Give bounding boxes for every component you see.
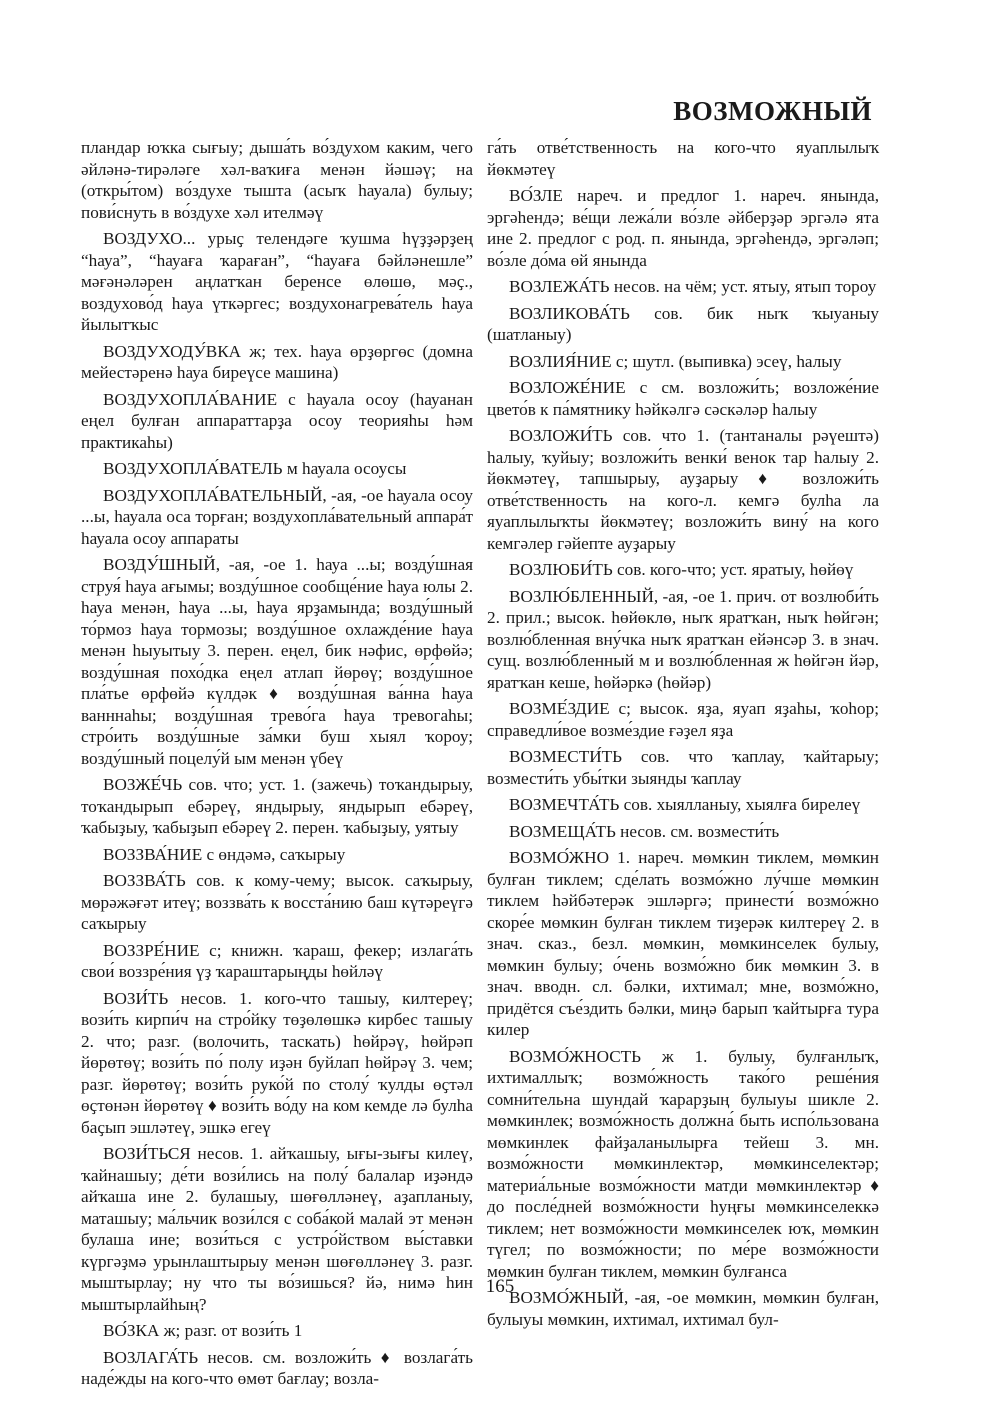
- running-head: ВОЗМОЖНЫЙ: [673, 96, 872, 126]
- dictionary-entry: ВО́ЗКА ж; разг. от вози́ть 1: [103, 1321, 303, 1340]
- dictionary-entry: ВОЗЛИЯ́НИЕ с; шутл. (выпивка) эсеү, һалыу: [509, 351, 842, 371]
- dictionary-entry: ВОЗМО́ЖНЫЙ, -ая, -ое мөмкин, мөмкин булған, булыуы мөмкин, ихтимал, ихтимал бул-: [487, 1288, 879, 1329]
- dictionary-entry: ВОЗДУ́ШНЫЙ, -ая, -ое 1. һауа ...ы; возду́шная струя́ һауа ағымы; возду́шное сообще́ние һауа юлы 2. һауа менән, һауа ...ы, һауа ярҙамында; возду́шный то́рмоз һауа тормозы; возду́шное охлажде́ние һауа менән һыуытыу 3. перен. еңел, бик нәфис, өрфөйә; возду́шная похо́дка еңел атлап йөрөү; возду́шное пла́тье өрфөйә күлдәк ♦ возду́шная ва́нна һауа ванннаһы; возду́шная трево́га һауа тревогаһы; стро́ить возду́шные за́мки буш хыял ҡороу; возду́шный поцелу́й ым менән үбеү: [81, 555, 473, 768]
- dictionary-entry: ВОЗМЕЩА́ТЬ несов. см. возмести́ть: [509, 821, 780, 841]
- dictionary-entry: ВОЗЗРЕ́НИЕ с; книжн. ҡараш, фекер; излага́ть свои́ воззре́ния үҙ ҡараштарыңды һөйләү: [81, 940, 473, 981]
- dictionary-entry: ВОЗЖЕ́ЧЬ сов. что; уст. 1. (зажечь) тоҡандырыу, тоҡандырып ебәреү, яндырыу, яндырып ебәреү, ҡабыҙыу, ҡабыҙып ебәреү 2. перен. ҡабыҙыу, уятыу: [81, 775, 473, 837]
- dictionary-entry: ВОЗЛЕЖА́ТЬ несов. на чём; уст. ятыу, ятып тороу: [509, 277, 877, 296]
- dictionary-entry: ВОЗДУХОПЛА́ВАТЕЛЬ м һауала осоусы: [103, 459, 407, 478]
- dictionary-entry: ВОЗЛОЖИ́ТЬ сов. что 1. (тантаналы рәүештә) һалыу, ҡуйыу; возложи́ть венки́ венок тар һалыу 2. йөкмәтеү, тапшырыу, ауҙарыу ♦ возложи́ть отве́тственность на кого-л. кемгә булһа ла яуаплылыҡты йөкмәтеү; возложи́ть вину́ на кого кемгәлер гәйепте ауҙарыу: [487, 426, 879, 553]
- dictionary-entry: ВОЗЗВА́ТЬ сов. к кому-чему; высок. саҡырыу, мөрәжәғәт итеү; воззва́ть к восста́нию баш күтәреүгә саҡырыу: [81, 871, 473, 933]
- dictionary-entry: ВОЗДУХО... урыҫ телендәге ҡушма һүҙҙәрҙең “һауа”, “һауаға ҡараған”, “һауаға бәйләнешле” мәғәнәләрен аңлатҡан беренсе өлөшө, мәҫ., воздухово́д һауа үткәргес; воздухонагрева́тель һауа йылытҡыс: [81, 229, 473, 334]
- dictionary-entry: ВО́ЗЛЕ нареч. и предлог 1. нареч. янында, эргәһендә; ве́щи лежа́ли во́зле әйберҙәр эргәлә ята ине 2. предлог с род. п. янында, эргәһендә, эргәләп; во́зле до́ма өй янында: [487, 186, 879, 270]
- dictionary-entry: ВОЗИ́ТЬ несов. 1. кого-что ташыу, килтереү; вози́ть кирпи́ч на стро́йку төҙөлөшкә кирбес ташыу 2. что; разг. (волочить, таскать) һөйрәү, һөйрәп йөрөтөү; вози́ть по́ полу иҙән буйлап һөйрәү 3. чем; разг. йөрөтөү; вози́ть руко́й по столу́ ҡулды өҫтәл өҫтөнән йөрөтөү ♦ вози́ть во́ду на ком кемде лә булһа баҫып эшләтеү, эшкә егеү: [81, 988, 473, 1137]
- right-column: [487, 137, 879, 1335]
- dictionary-entry: ВОЗЛЮБИ́ТЬ сов. кого-что; уст. яратыу, һөйөү: [509, 560, 854, 579]
- dictionary-entry: ВОЗЛАГА́ТЬ несов. см. возложи́ть ♦ возлага́ть наде́жды на кого-что өмөт бағлау; возла-: [81, 1347, 473, 1388]
- dictionary-entry: ВОЗМЕ́ЗДИЕ с; высок. яҙа, яуап яҙаһы, ҡоһор; справедли́вое возме́здие ғәҙел яҙа: [487, 699, 879, 740]
- dictionary-entry: ВОЗДУХОПЛА́ВАНИЕ с һауала осоу (һауанан еңел булған аппараттарҙа осоу теорияһы һәм практикаһы): [81, 389, 473, 452]
- page-number: 165: [485, 1276, 515, 1297]
- dictionary-entry: пландар юҡка сығыу; дыша́ть во́здухом каким, чего әйләнә-тирәләге хәл-ваҡиға менән йәшәү; на (откры́том) во́здухе тышта (асыҡ һауала) булыу; пови́снуть в во́здухе хәл ителмәү: [81, 138, 473, 222]
- dictionary-entry: ВОЗМЕСТИ́ТЬ сов. что ҡаплау, ҡайтарыу; возмести́ть убы́тки зыянды ҡаплау: [487, 747, 879, 788]
- dictionary-entry: ВОЗЛИКОВА́ТЬ сов. бик ныҡ ҡыуаныу (шатланыу): [487, 303, 879, 344]
- left-column: [81, 137, 473, 1395]
- dictionary-entry: ВОЗИ́ТЬСЯ несов. 1. айҡашыу, ығы-зығы килеү, ҡайнашыу; де́ти вози́лись на полу́ балалар иҙәндә айҡаша ине 2. булашыу, шөғөлләнеү, аҙапланыу, маташыу; ма́льчик вози́лся с соба́кой малай эт менән булаша ине; вози́ться с устро́йством вы́ставки күргәҙмә урынлаштырыу менән шөғөлләнеү 3. разг. мыштырлау; ну что ты во́зишься? йә, нимә һин мыштырлайһың?: [81, 1144, 473, 1314]
- dictionary-entry: га́ть отве́тственность на кого-что яуаплылыҡ йөкмәтеү: [487, 138, 879, 179]
- dictionary-entry: ВОЗДУХОДУ́ВКА ж; тех. һауа өрҙөргөс (домна мейестәренә һауа биреүсе машина): [81, 341, 473, 382]
- dictionary-entry: ВОЗДУХОПЛА́ВАТЕЛЬНЫЙ, -ая, -ое һауала осоу ...ы, һауала оса торған; воздухопла́вательный аппара́т һауала осоу аппараты: [81, 485, 473, 548]
- dictionary-entry: ВОЗМО́ЖНОСТЬ ж 1. булыу, булғанлыҡ, ихтималлыҡ; возмо́жность тако́го реше́ния сомни́тельна шундай ҡарарҙың булыуы шикле 2. мөмкинлек; возмо́жность должна́ быть испо́льзована мөмкинлек файҙаланылырға тейеш 3. мн. возмо́жности мөмкинлектәр, мөмкинселектәр; материа́льные возмо́жности матди мөмкинлектәр ♦ до после́дней возмо́жности һуңғы мөмкинселеккә тиклем; нет возмо́жности мөмкинселек юҡ, мөмкин түгел; по возмо́жности; по ме́ре возмо́жности мөмкин булған тиклем, мөмкин булғанса: [487, 1046, 879, 1281]
- dictionary-entry: ВОЗМО́ЖНО 1. нареч. мөмкин тиклем, мөмкин булған тиклем; сде́лать возмо́жно лу́чше мөмкин тиклем һәйбәтерәк эшләргә; принести́ возмо́жно скоре́е мөмкин булған тиклем тиҙерәк килтереү 2. в знач. сказ., безл. мөмкин, мөмкинселек булыу, мөмкин булыу; о́чень возмо́жно бик мөмкин 3. в знач. вводн. сл. бәлки, ихтимал; мне, возмо́жно, придётся съе́здить бәлки, миңә барып ҡайтырға тура килер: [487, 848, 879, 1039]
- dictionary-entry: ВОЗМЕЧТА́ТЬ сов. хыялланыу, хыялға бирелеү: [509, 795, 861, 814]
- dictionary-entry: ВОЗЛЮ́БЛЕННЫЙ, -ая, -ое 1. прич. от возлюби́ть 2. прил.; высок. һөйөклө, ныҡ яратҡан, ныҡ һөйгән; возлю́бленная вну́чка ныҡ яратҡан ейәнсәр 3. в знач. сущ. возлю́бленный м и возлю́бленная ж һөйгән йәр, яратҡан кеше, һөйәркә (һөйәр): [487, 586, 879, 692]
- dictionary-entry: ВОЗЛОЖЕ́НИЕ с см. возложи́ть; возложе́ние цвето́в к па́мятнику һәйкәлгә сәскәләр һалыу: [487, 378, 879, 419]
- dictionary-entry: ВОЗЗВА́НИЕ с өндәмә, саҡырыу: [103, 844, 346, 864]
